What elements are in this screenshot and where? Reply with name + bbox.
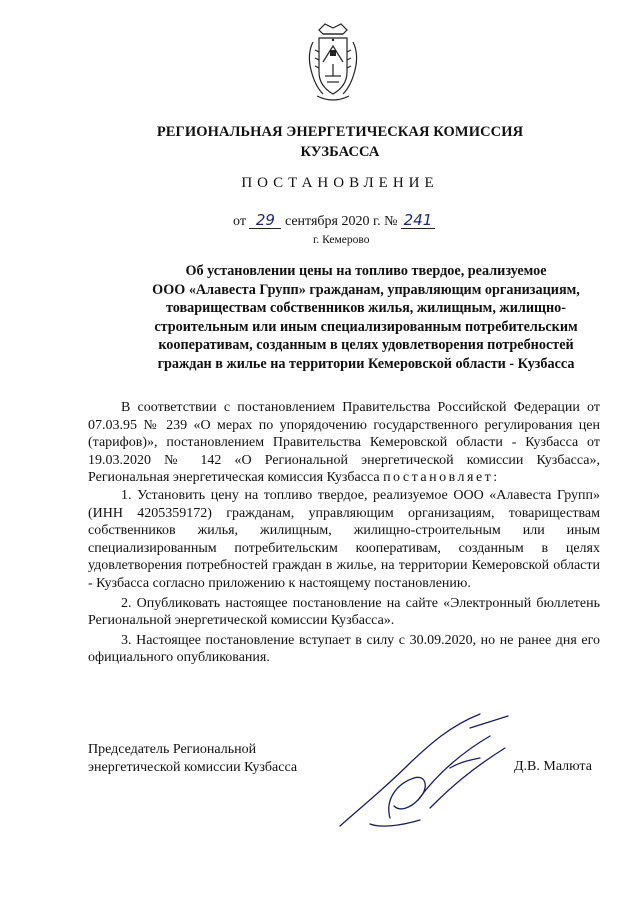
preamble-paragraph [88, 399, 600, 487]
document-type-title: ПОСТАНОВЛЕНИЕ [241, 175, 439, 191]
preamble-text: В соответствии с постановлением Правительства Российской Федерации от 07.03.95 № 239 «О мерах по упорядочению государственного регулирования цен (тарифов)», постановлением Правительства Кемеровской области - Кузбасса от 19.03.2020 № 142 «О Региональной энергетической комиссии Кузбасса», Региональная энергетическая комиссия Кузбасса [88, 400, 600, 486]
date-day-handwritten: 29 [249, 213, 281, 229]
signatory-position [88, 741, 297, 776]
document-subject [130, 262, 602, 373]
date-number-line [233, 213, 435, 230]
document-body [88, 399, 600, 667]
coat-of-arms-emblem [305, 20, 361, 104]
subject-line: кооперативам, созданным в целях удовлетворения потребностей [158, 337, 574, 353]
position-line: энергетической комиссии Кузбасса [88, 759, 298, 775]
subject-line: строительным или иным специализированным потребительским [154, 318, 578, 335]
position-line: Председатель Региональной [88, 742, 257, 757]
item-3-paragraph: 3. Настоящее постановление вступает в силу с 30.09.2020, но не ранее дня его официального опубликования. [88, 632, 600, 666]
city-label: г. Кемерово [313, 234, 370, 246]
resolves-word: постановляет: [383, 470, 500, 486]
number-sign: № [384, 214, 398, 229]
subject-line: граждан в жилье на территории Кемеровской области - Кузбасса [157, 355, 575, 372]
organization-title-line2: КУЗБАССА [300, 144, 380, 160]
subject-line: товариществам собственников жилья, жилищным, жилищно- [165, 300, 567, 316]
organization-title-line1: РЕГИОНАЛЬНАЯ ЭНЕРГЕТИЧЕСКАЯ КОМИССИЯ [156, 124, 524, 140]
subject-line: ООО «Алавеста Групп» гражданам, управляющим организациям, [152, 281, 580, 298]
handwritten-signature [330, 708, 520, 838]
subject-line: Об установлении цены на топливо твердое, реализуемое [185, 263, 547, 279]
date-prefix: от [233, 214, 246, 229]
document-number-handwritten: 241 [401, 213, 435, 229]
item-1-paragraph: 1. Установить цену на топливо твердое, реализуемое ООО «Алавеста Групп» (ИНН 4205359172) гражданам, управляющим организациям, товариществам собственников жилья, жилищным, жилищно-строительным или иным специализированным потребительским кооперативам, созданным в целях удовлетворения потребностей граждан в жилье, на территории Кемеровской области - Кузбасса согласно приложению к настоящему постановлению. [88, 487, 600, 591]
date-month-year: сентября 2020 г. [284, 214, 381, 229]
signatory-name: Д.В. Малюта [514, 759, 592, 774]
item-2-paragraph: 2. Опубликовать настоящее постановление на сайте «Электронный бюллетень Региональной энергетической комиссии Кузбасса». [88, 595, 600, 629]
